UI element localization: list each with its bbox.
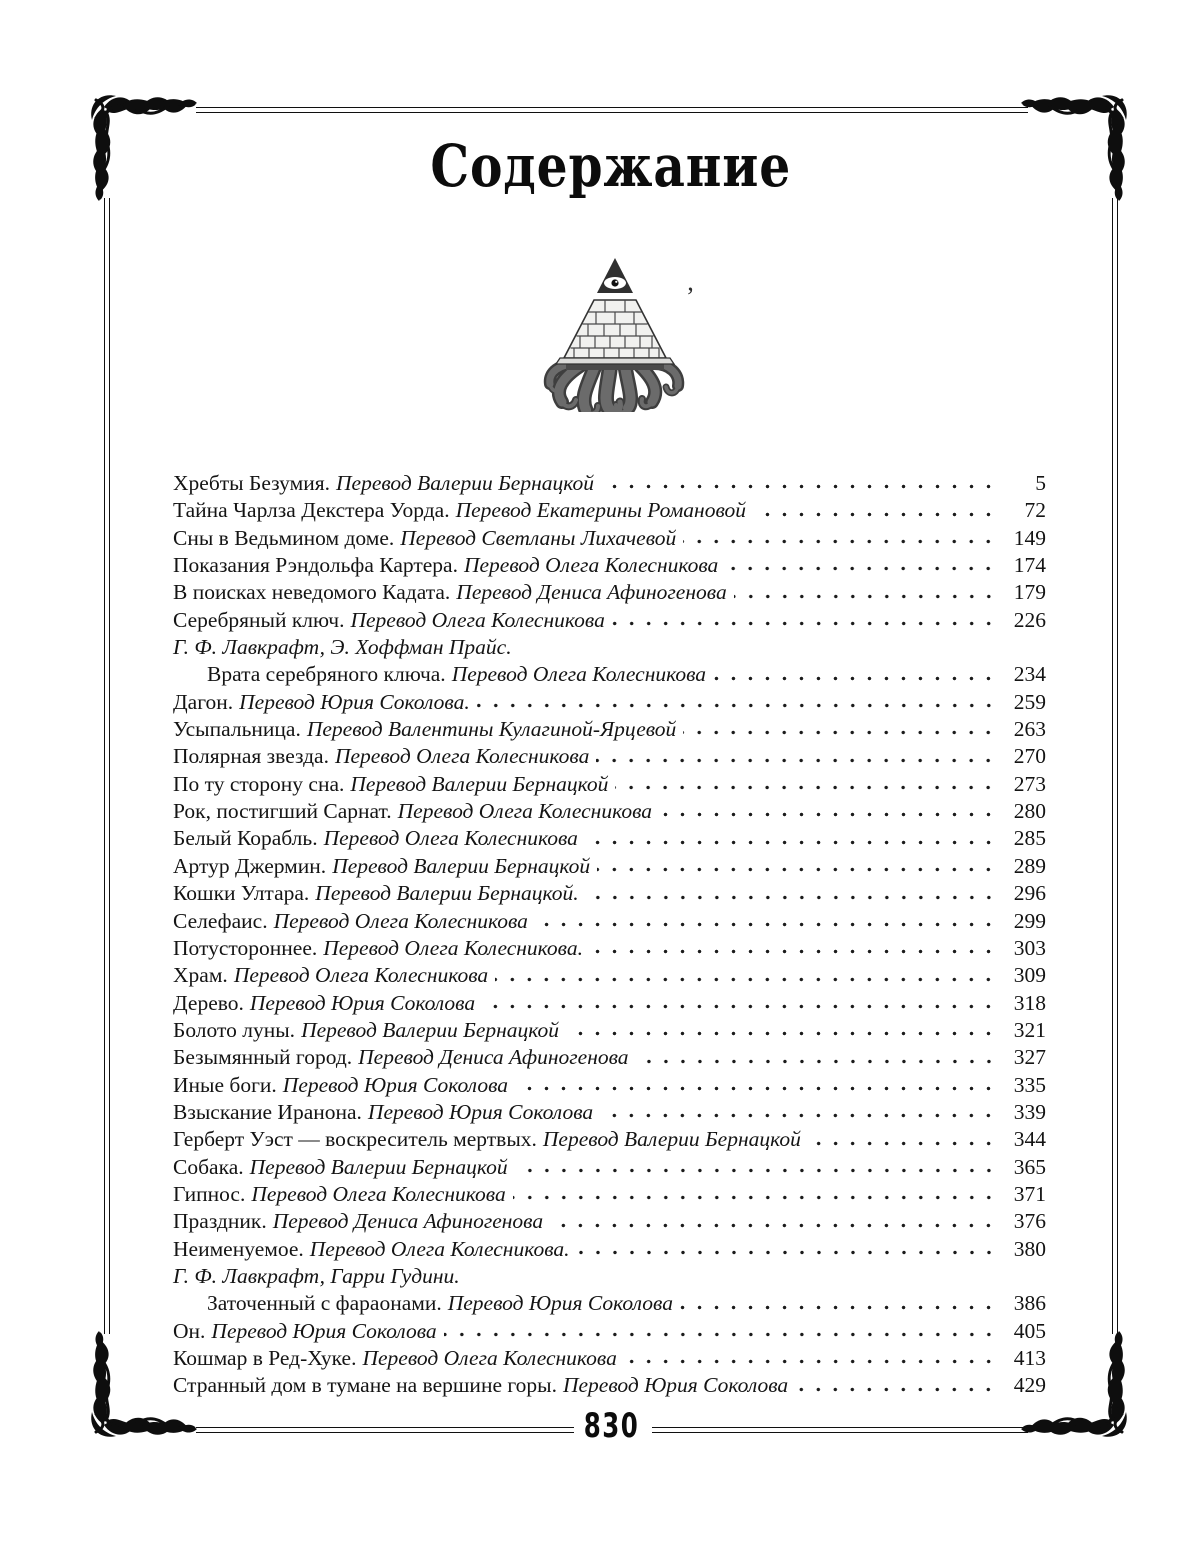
toc-entry-title: По ту сторону сна. <box>173 771 345 796</box>
toc-entry <box>173 1073 1046 1100</box>
toc-entry-page: 335 <box>1013 1072 1046 1097</box>
toc-leader-dots <box>713 662 998 689</box>
toc-entry-translator: Перевод Олега Колесникова <box>273 908 528 933</box>
toc-entry-translator: Перевод Олега Колесникова. <box>309 1236 570 1261</box>
toc-entry-page: 365 <box>1013 1154 1046 1179</box>
toc-entry <box>173 1127 1046 1154</box>
toc-entry-title: Собака. <box>173 1154 244 1179</box>
toc-entry-page: 303 <box>1013 935 1046 960</box>
toc-entry-title: Болото луны. <box>173 1017 296 1042</box>
toc-entry-page: 371 <box>1013 1181 1046 1206</box>
toc-leader-dots <box>601 471 998 498</box>
toc-entry-translator: Перевод Валентины Кулагиной-Ярцевой <box>306 717 677 742</box>
toc-entry <box>173 635 1046 662</box>
toc-entry <box>173 881 1046 908</box>
toc-entry <box>173 1237 1046 1264</box>
toc-leader-dots <box>683 526 998 553</box>
toc-entry-page: 386 <box>1013 1291 1046 1316</box>
toc-entry <box>173 826 1046 853</box>
toc-entry-title: Селефаис. <box>173 908 268 933</box>
toc-entry <box>173 580 1046 607</box>
toc-entry-translator: Перевод Олега Колесникова. <box>323 935 583 960</box>
page-title-text: Содержание <box>430 132 792 200</box>
toc-entry-title: Неименуемое. <box>173 1236 304 1261</box>
toc-entry-page: 309 <box>1013 963 1046 988</box>
toc-entry-translator: Перевод Олега Колесникова <box>451 662 707 687</box>
toc-entry-page: 259 <box>1013 689 1046 714</box>
frame-top-rule <box>196 107 1028 113</box>
toc-entry <box>173 498 1046 525</box>
toc-entry-title: Полярная звезда. <box>173 744 329 769</box>
toc-leader-dots <box>515 1155 998 1182</box>
toc-entry-page: 270 <box>1013 744 1046 769</box>
toc-entry-title: В поисках неведомого Кадата. <box>173 580 451 605</box>
toc-entry-title: Врата серебряного ключа. <box>207 662 446 687</box>
toc-entry-title: Показания Рэндольфа Картера. <box>173 553 458 578</box>
toc-entry-page: 321 <box>1013 1017 1046 1042</box>
toc-entry-translator: Перевод Светланы Лихачевой <box>400 525 677 550</box>
toc-entry-translator: Перевод Дениса Афиногенова <box>358 1045 629 1070</box>
toc-entry-title: Безымянный город. <box>173 1045 353 1070</box>
toc-entry-translator: Перевод Олега Колесникова <box>463 553 719 578</box>
toc-entry-translator: Перевод Олега Колесникова <box>323 826 578 851</box>
toc-entry-page: 413 <box>1013 1346 1046 1370</box>
toc-leader-dots <box>612 608 998 635</box>
toc-entry <box>173 608 1046 635</box>
toc-leader-dots <box>659 799 998 826</box>
toc-entry-translator: Перевод Юрия Соколова <box>282 1072 509 1097</box>
toc-entry-title: Рок, постигший Сарнат. <box>173 799 392 824</box>
toc-entry <box>173 471 1046 498</box>
toc-entry-page: 5 <box>1035 471 1046 495</box>
toc-entry-page: 72 <box>1024 498 1046 523</box>
toc-entry-title: Кошки Ултара. <box>173 881 310 906</box>
toc-leader-dots <box>515 1073 998 1100</box>
toc-entry-translator: Перевод Валерии Бернацкой. <box>315 881 579 906</box>
toc-entry-page: 285 <box>1013 826 1046 851</box>
toc-entry <box>173 717 1046 744</box>
toc-leader-dots <box>566 1018 998 1045</box>
toc-entry-translator: Перевод Валерии Бернацкой <box>332 853 591 878</box>
toc-entry <box>173 963 1046 990</box>
toc-leader-dots <box>597 854 998 881</box>
toc-entry <box>173 909 1046 936</box>
toc-entry-translator: Перевод Олега Колесникова <box>233 963 489 988</box>
toc-entry-title: Храм. <box>173 963 228 988</box>
toc-entry <box>173 553 1046 580</box>
page-title <box>104 134 1118 198</box>
toc-entry-page: 273 <box>1013 771 1046 796</box>
toc-leader-dots <box>636 1045 998 1072</box>
toc-entry <box>173 526 1046 553</box>
toc-entry <box>173 1373 1046 1400</box>
toc-leader-dots <box>513 1182 998 1209</box>
toc-entry-page: 263 <box>1013 717 1046 742</box>
toc-entry-translator: Перевод Олега Колесникова <box>397 799 653 824</box>
toc-entry-translator: Перевод Олега Колесникова <box>334 744 590 769</box>
toc-entry-page: 296 <box>1013 881 1046 906</box>
toc-entry <box>173 854 1046 881</box>
toc-leader-dots <box>600 1100 998 1127</box>
toc-entry-title: Праздник. <box>173 1209 267 1234</box>
toc-leader-dots <box>586 881 998 908</box>
toc-entry-translator: Перевод Екатерины Романовой <box>455 498 747 523</box>
toc-entry-translator: Перевод Юрия Соколова <box>447 1291 673 1316</box>
toc-entry-translator: Перевод Валерии Бернацкой <box>542 1127 801 1152</box>
toc-entry <box>173 1209 1046 1236</box>
toc-entry-title: Дагон. <box>173 689 234 714</box>
toc-entry-page: 380 <box>1013 1236 1046 1261</box>
toc-leader-dots <box>596 744 998 771</box>
toc-leader-dots <box>585 826 998 853</box>
toc-leader-dots <box>550 1209 998 1236</box>
toc-entry-title: Хребты Безумия. <box>173 471 331 495</box>
toc-entry-title: Усыпальница. <box>173 717 301 742</box>
toc-leader-dots <box>734 580 998 607</box>
toc-entry-title: Гипнос. <box>173 1181 246 1206</box>
toc-entry <box>173 1018 1046 1045</box>
toc-entry <box>173 1319 1046 1346</box>
toc-entry-translator: Перевод Олега Колесникова <box>251 1181 506 1206</box>
toc-entry-page: 405 <box>1013 1318 1046 1343</box>
toc-entry <box>173 1155 1046 1182</box>
toc-entry-title: Он. <box>173 1318 206 1343</box>
toc-leader-dots <box>615 772 998 799</box>
toc-entry-translator: Перевод Юрия Соколова <box>562 1373 789 1398</box>
toc-entry-page: 179 <box>1013 580 1046 605</box>
toc-entry-translator: Перевод Юрия Соколова. <box>239 689 470 714</box>
toc-entry-title: Заточенный с фараонами. <box>207 1291 442 1316</box>
toc-entry-translator: Перевод Валерии Бернацкой <box>249 1154 508 1179</box>
toc-entry-translator: Перевод Олега Колесникова <box>362 1346 617 1370</box>
toc-entry-page: 327 <box>1013 1045 1046 1070</box>
toc-entry <box>173 1291 1046 1318</box>
toc-entry <box>173 936 1046 963</box>
toc-leader-dots <box>683 717 998 744</box>
toc-entry-title: Дерево. <box>173 990 244 1015</box>
toc-entry <box>173 991 1046 1018</box>
toc-leader-dots <box>577 1237 998 1264</box>
toc-entry-title: Герберт Уэст — воскреситель мертвых. <box>173 1127 537 1152</box>
toc-entry-translator: Перевод Олега Колесникова <box>350 607 605 632</box>
toc-leader-dots <box>590 936 998 963</box>
toc-entry-translator: Перевод Валерии Бернацкой <box>301 1017 560 1042</box>
frame-right-rule <box>1112 198 1118 1334</box>
toc-leader-dots <box>680 1291 998 1318</box>
toc-entry <box>173 662 1046 689</box>
toc-entry-page: 376 <box>1013 1209 1046 1234</box>
toc-leader-dots <box>624 1346 998 1373</box>
toc-entry-page: 280 <box>1013 799 1046 824</box>
folio <box>104 1406 1118 1446</box>
eye-pyramid-tentacles-illustration <box>540 252 690 412</box>
toc-entry-translator: Перевод Дениса Афиногенова <box>456 580 727 605</box>
toc-entry-title: Иные боги. <box>173 1072 277 1097</box>
frame-left-rule <box>104 198 110 1334</box>
toc-entry-page: 289 <box>1013 853 1046 878</box>
toc-entry-page: 318 <box>1013 990 1046 1015</box>
toc-leader-dots <box>444 1319 998 1346</box>
toc-entry-page: 299 <box>1013 908 1046 933</box>
toc-leader-dots <box>535 909 998 936</box>
toc-entry-translator: Перевод Валерии Бернацкой <box>336 471 594 495</box>
toc-leader-dots <box>808 1127 998 1154</box>
toc-entry-title: Странный дом в тумане на вершине горы. <box>173 1373 557 1398</box>
toc-entry-page: 174 <box>1013 553 1046 578</box>
toc-leader-dots <box>482 991 998 1018</box>
toc-entry-title: Тайна Чарлза Декстера Уорда. <box>173 498 450 523</box>
toc-entry <box>173 744 1046 771</box>
toc-leader-dots <box>477 690 998 717</box>
toc-entry-title: Артур Джермин. <box>173 853 327 878</box>
toc-entry <box>173 1182 1046 1209</box>
toc-entry-page: 149 <box>1013 525 1046 550</box>
toc-entry <box>173 799 1046 826</box>
toc-entry-page: 234 <box>1013 662 1046 687</box>
toc-entry-title: Серебряный ключ. <box>173 607 345 632</box>
toc-leader-dots <box>495 963 998 990</box>
toc-leader-dots <box>753 498 998 525</box>
toc-entry-title: Г. Ф. Лавкрафт, Гарри Гудини. <box>173 1263 460 1288</box>
toc-entry <box>173 1100 1046 1127</box>
toc-entry-translator: Перевод Юрия Соколова <box>211 1318 437 1343</box>
toc-entry-page: 226 <box>1013 607 1046 632</box>
toc-entry-title: Сны в Ведьмином доме. <box>173 525 395 550</box>
toc-entry <box>173 1346 1046 1373</box>
toc-leader-dots <box>725 553 998 580</box>
toc-entry-title: Г. Ф. Лавкрафт, Э. Хоффман Прайс. <box>173 635 512 660</box>
toc-entry <box>173 1264 1046 1291</box>
toc-entry <box>173 1045 1046 1072</box>
toc-entry-title: Белый Корабль. <box>173 826 318 851</box>
toc-entry-translator: Перевод Юрия Соколова <box>367 1099 594 1124</box>
toc-entry-title: Взыскание Иранона. <box>173 1099 362 1124</box>
stray-ink-mark: ’ <box>686 282 695 311</box>
toc-entry <box>173 690 1046 717</box>
toc-list <box>173 471 1046 1401</box>
toc-entry <box>173 772 1046 799</box>
toc-entry-page: 429 <box>1013 1373 1046 1398</box>
toc-entry-translator: Перевод Валерии Бернацкой <box>350 771 609 796</box>
toc-entry-page: 339 <box>1013 1099 1046 1124</box>
toc-leader-dots <box>795 1373 998 1400</box>
toc-entry-page: 344 <box>1013 1127 1046 1152</box>
toc-entry-translator: Перевод Юрия Соколова <box>249 990 476 1015</box>
toc-entry-title: Кошмар в Ред-Хуке. <box>173 1346 357 1370</box>
folio-number: 830 <box>583 1406 639 1446</box>
toc-entry-title: Потустороннее. <box>173 935 318 960</box>
toc-entry-translator: Перевод Дениса Афиногенова <box>272 1209 544 1234</box>
